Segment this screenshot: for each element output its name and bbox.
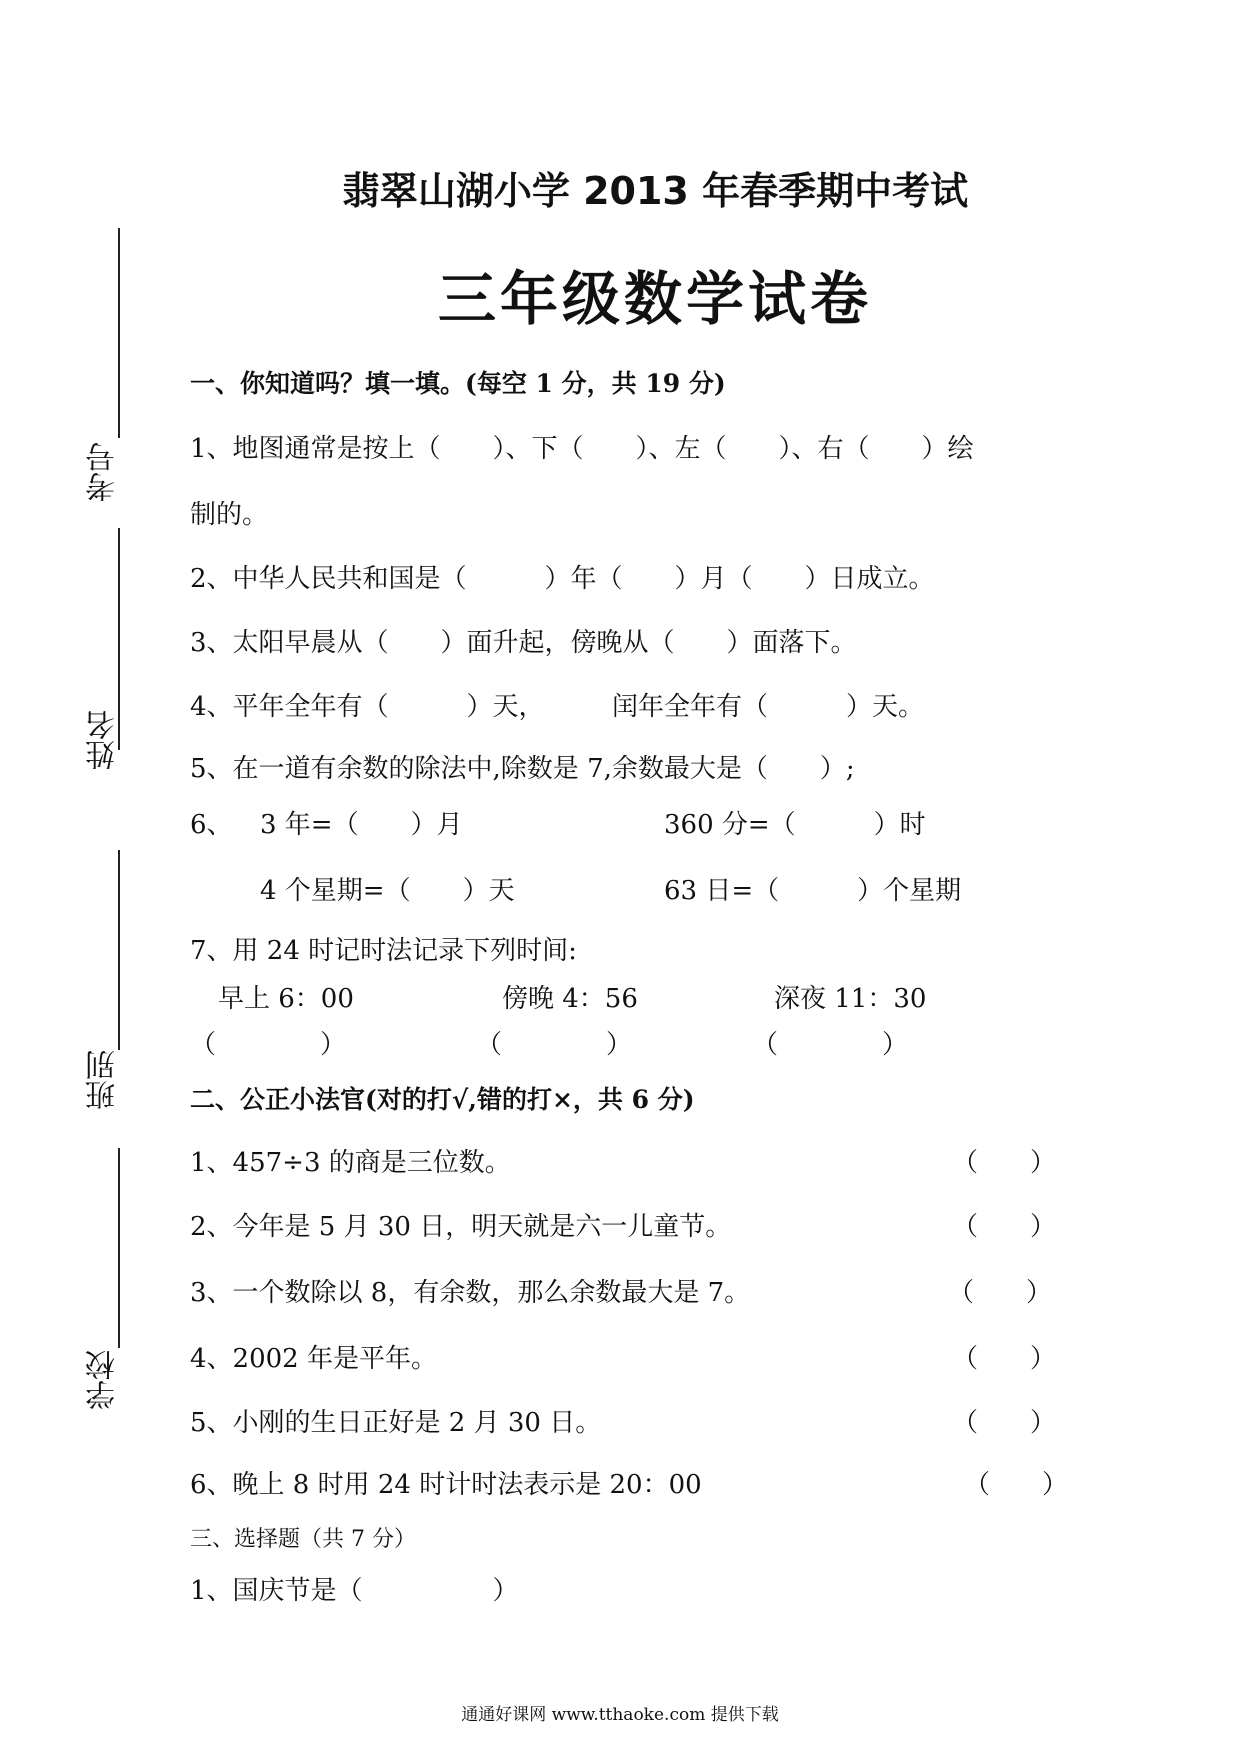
section1-q7: 7、用 24 时记时法记录下列时间: [190,936,577,966]
binding-line-4 [118,1148,120,1348]
section1-q7-answer-1: （ ） [190,1030,347,1060]
section2-item-3: 3、一个数除以 8，有余数，那么余数最大是 7。 [190,1278,751,1308]
section3-q1: 1、国庆节是（ ） [190,1576,519,1606]
section1-q7-time-evening: 傍晚 4：56 [502,984,638,1014]
section1-q4b: 闰年全年有（ ）天。 [612,692,925,722]
section1-q6b: 360 分=（ ）时 [664,810,926,840]
section1-q2: 2、中华人民共和国是（ ）年（ ）月（ ）日成立。 [190,564,935,594]
side-label-name: 姓名 [86,710,121,770]
section2-answer-1: （ ） [952,1148,1057,1178]
section1-q1-line1: 1、地图通常是按上（ ）、下（ ）、左（ ）、右（ ）绘 [190,434,974,464]
section1-q6a: 3 年=（ ）月 [260,810,463,840]
section3-heading: 三、选择题（共 7 分） [190,1527,416,1552]
section2-item-1: 1、457÷3 的商是三位数。 [190,1148,511,1178]
section2-item-2: 2、今年是 5 月 30 日，明天就是六一儿童节。 [190,1212,732,1242]
section1-q3: 3、太阳早晨从（ ）面升起，傍晚从（ ）面落下。 [190,628,857,658]
section1-heading: 一、你知道吗？填一填。(每空 1 分，共 19 分) [190,369,726,398]
side-label-exam-number: 考号 [86,442,121,502]
side-label-class: 班别 [86,1050,121,1110]
section2-item-6: 6、晚上 8 时用 24 时计时法表示是 20：00 [190,1470,702,1500]
section1-q4a: 4、平年全年有（ ）天， [190,692,545,722]
section2-answer-4: （ ） [952,1344,1057,1374]
section2-heading: 二、公正小法官(对的打√,错的打×，共 6 分) [190,1085,695,1114]
main-title: 三年级数学试卷 [437,265,872,333]
footer-download-note: 通通好课网 www.tthaoke.com 提供下载 [461,1705,779,1725]
school-exam-title: 翡翠山湖小学 2013 年春季期中考试 [341,169,969,213]
binding-line-3 [118,850,120,1050]
section1-q7-answer-3: （ ） [752,1030,909,1060]
section1-q7-time-morning: 早上 6：00 [218,984,354,1014]
section2-item-4: 4、2002 年是平年。 [190,1344,437,1374]
section1-q1-line2: 制的。 [190,500,269,530]
section1-q6c: 4 个星期=（ ）天 [260,876,515,906]
section1-q6-number: 6、 [190,810,233,840]
section2-answer-5: （ ） [952,1408,1057,1438]
section2-item-5: 5、小刚的生日正好是 2 月 30 日。 [190,1408,602,1438]
side-label-school: 学校 [86,1350,121,1410]
section2-answer-3: （ ） [948,1278,1053,1308]
section2-answer-6: （ ） [964,1470,1069,1500]
section1-q7-answer-2: （ ） [476,1030,633,1060]
section1-q7-time-night: 深夜 11：30 [774,984,927,1014]
section1-q6d: 63 日=（ ）个星期 [664,876,962,906]
section2-answer-2: （ ） [952,1212,1057,1242]
section1-q5: 5、在一道有余数的除法中,除数是 7,余数最大是（ ）; [190,754,855,784]
